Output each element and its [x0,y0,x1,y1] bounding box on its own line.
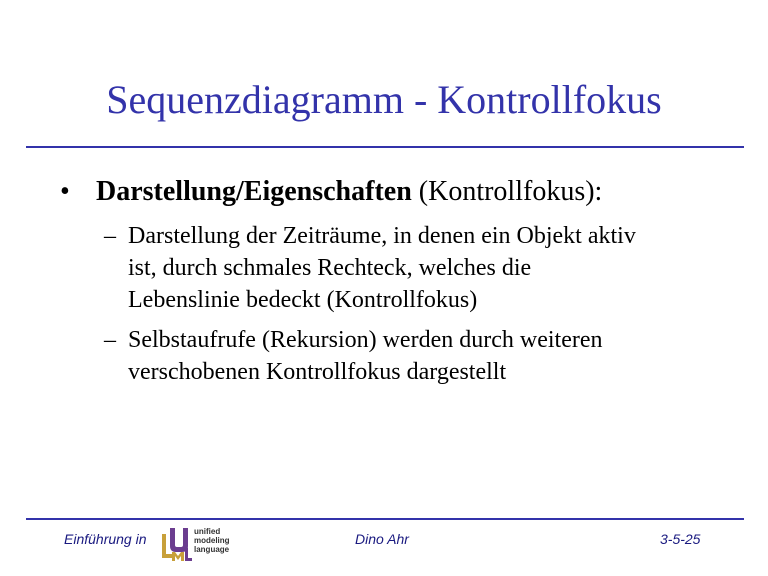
sub-bullet-line: Darstellung der Zeiträume, in denen ein Objekt aktiv [128,223,636,249]
uml-logo-line: unified [194,527,221,536]
footer-author: Dino Ahr [355,531,409,547]
uml-logo-line: language [194,545,230,554]
sub-bullet-line: verschobenen Kontrollfokus dargestellt [128,359,507,385]
sub-bullet-line: ist, durch schmales Rechteck, welches die [128,255,532,281]
slide-title: Sequenzdiagramm - Kontrollfokus [106,77,662,122]
bullet-symbol: • [60,176,70,207]
main-bullet [60,175,602,209]
bullet-rest-text: (Kontrollfokus): [411,176,603,207]
footer-divider [26,518,744,520]
sub-bullet-line: Selbstaufrufe (Rekursion) werden durch weiteren [128,327,603,353]
bullet-bold-text: Darstellung/Eigenschaften [96,176,412,207]
uml-logo-line: modeling [194,536,230,545]
uml-logo-label [194,527,230,554]
sub-bullet-dash: – [104,223,116,249]
sub-bullet-line: Lebenslinie bedeckt (Kontrollfokus) [128,287,478,313]
footer-left-text: Einführung in [64,531,147,547]
footer-page-number: 3-5-25 [660,531,701,547]
title-divider [26,146,744,148]
sub-bullet-2 [104,324,603,388]
sub-bullet-dash: – [104,327,116,353]
sub-bullet-1 [104,220,636,316]
